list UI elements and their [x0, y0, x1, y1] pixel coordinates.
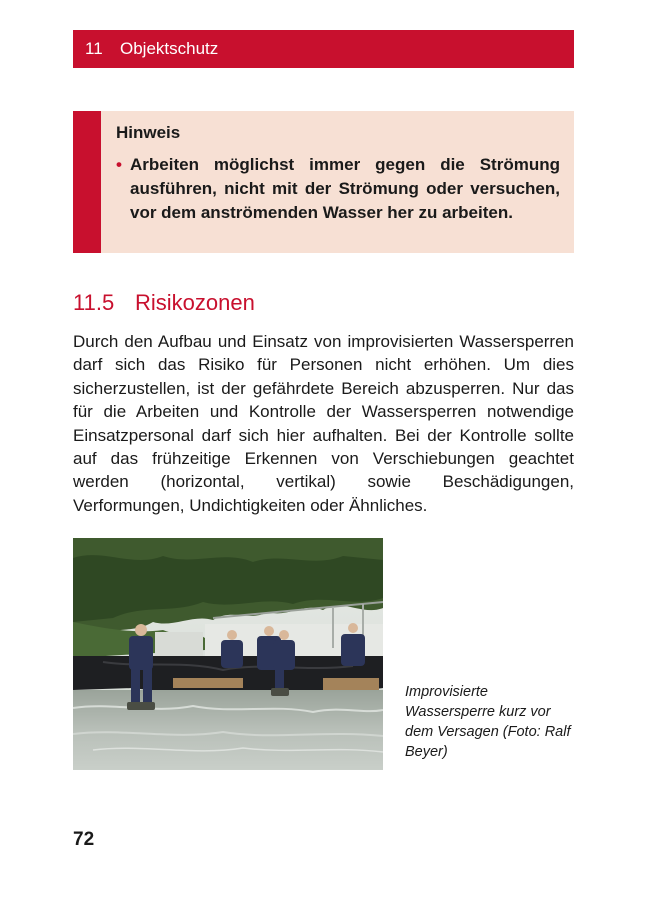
note-box [73, 111, 574, 253]
photo-caption: Improvisierte Wassersperre kurz vor dem Versagen (Foto: Ralf Beyer) [405, 684, 571, 760]
page-number: 72 [73, 829, 95, 850]
note-heading: Hinweis [116, 123, 181, 142]
flood-barrier-photo [73, 538, 383, 770]
section-number: 11.5 [73, 290, 115, 315]
bullet-icon: • [116, 155, 122, 174]
section-title: Risikozonen [135, 290, 255, 315]
note-text: Arbeiten möglichst immer gegen die Strömung ausführen, nicht mit der Strömung oder versuchen, vor dem anströmenden Wasser her zu arbeiten. [130, 155, 560, 222]
chapter-number: 11 [85, 39, 103, 58]
chapter-title: Objektschutz [120, 39, 219, 58]
section-heading [73, 290, 255, 316]
note-accent-bar [73, 111, 101, 253]
body-paragraph: Durch den Aufbau und Einsatz von improvisierten Wassersperren darf sich das Risiko für Personen nicht erhöhen. Um dies sicherzustellen, ist der gefährdete Bereich abzusperren. Nur das für die Arbeiten und Kontrolle der Wassersperren notwendige Einsatzpersonal darf sich hier aufhalten. Bei der Kontrolle sollte auf das frühzeitige Erkennen von Verschiebungen geachtet werden (horizontal, vertikal) sowie Beschädigungen, Verformungen, Undichtigkeiten oder Ähnliches. [73, 332, 574, 515]
chapter-header [73, 30, 574, 68]
